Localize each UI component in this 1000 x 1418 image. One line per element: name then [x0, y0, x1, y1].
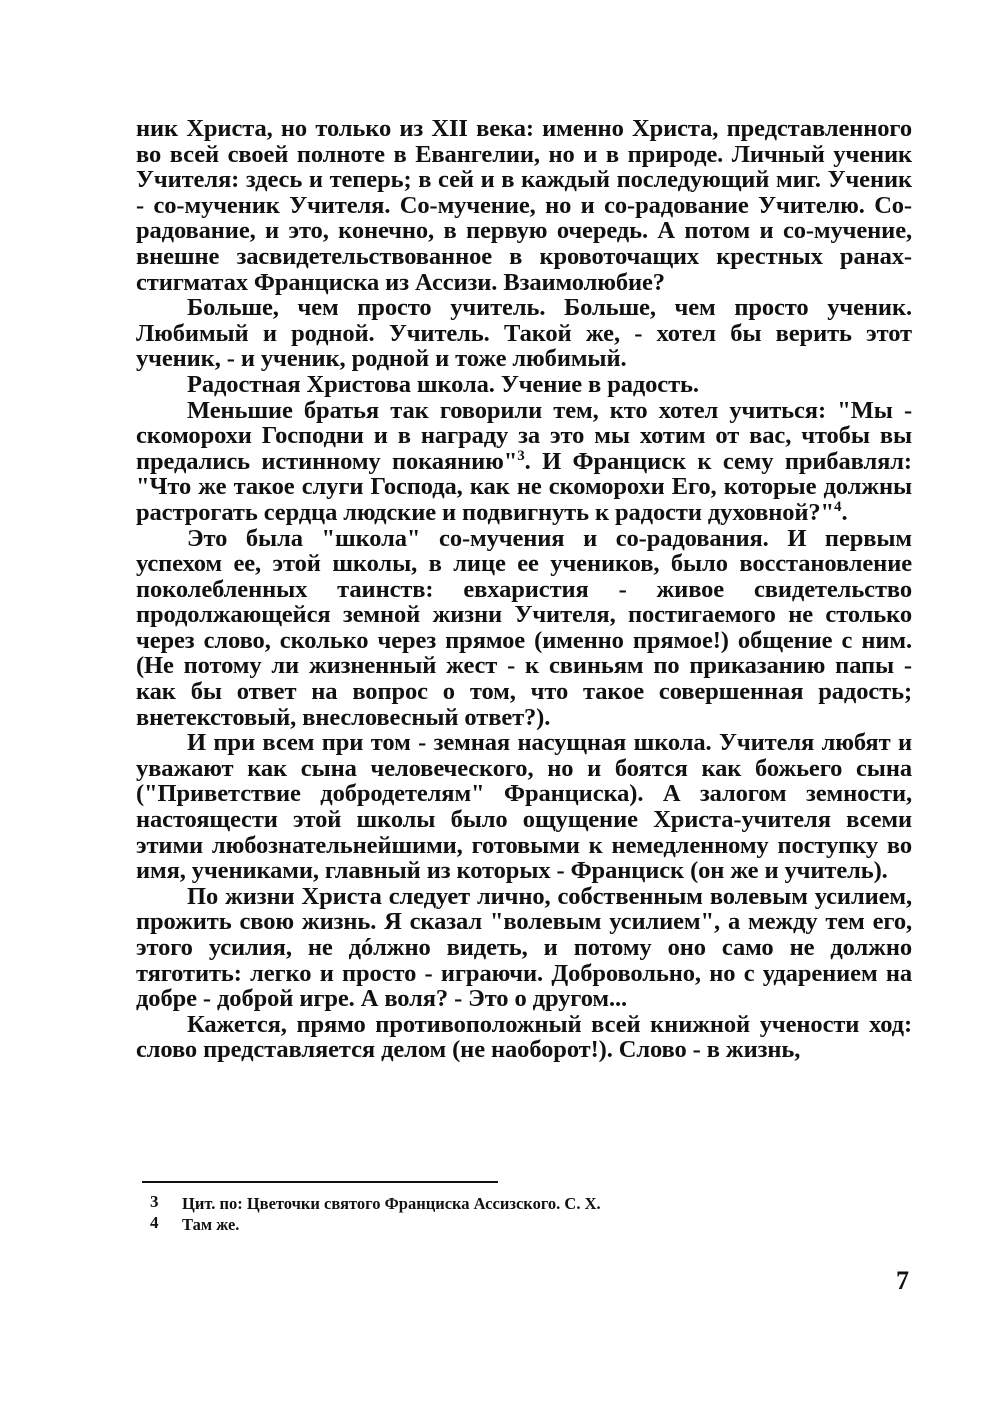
footnote-divider: [142, 1181, 498, 1183]
footnote-number: 4: [150, 1213, 159, 1232]
paragraph-5: Это была "школа" со-мучения и со-радования. И первым успехом ее, этой школы, в лице ее учеников, было восстановление поколебленных таинств: евхаристия - живое свидетельство продолжающейся земной жизни Учителя, постигаемого не столько через слово, сколько через прямое (именно прямое!) общение с ним. (Не потому ли жизненный жест - к свиньям по приказанию папы - как бы ответ на вопрос о том, что такое совершенная радость; внетекстовый, внесловесный ответ?).: [136, 524, 912, 731]
paragraph-6: И при всем при том - земная насущная школа. Учителя любят и уважают как сына человеческого, но и боятся как божьего сына ("Приветствие добродетелям" Франциска). А залогом земности, настоящести этой школы было ощущение Христа-учителя всеми этими любознательнейшими, готовыми к немедленному поступку во имя, учениками, главный из которых - Франциск (он же и учитель).: [136, 729, 912, 885]
footnote-number: 3: [150, 1192, 159, 1211]
footnotes: [142, 1193, 842, 1235]
page-number: 7: [896, 1266, 909, 1295]
footnote-ref-3: 3: [517, 447, 525, 464]
paragraph-4: [136, 398, 912, 526]
footnote-4: [142, 1214, 842, 1235]
paragraph-2: Больше, чем просто учитель. Больше, чем просто ученик. Любимый и родной. Учитель. Такой же, - хотел бы верить этот ученик, - и ученик, родной и тоже любимый.: [136, 294, 912, 373]
paragraph-4-part-a: Меньшие братья так говорили тем, кто хотел учиться: "Мы - скоморохи Господни и в награду за это мы хотим от вас, чтобы вы предались истинному покаянию": [136, 396, 912, 475]
paragraph-7: По жизни Христа следует лично, собственным волевым усилием, прожить свою жизнь. Я сказал "волевым усилием", а между тем его, этого усилия, не дóлжно видеть, и потому оно само не должно тяготить: легко и просто - играючи. Добровольно, но с ударением на добре - доброй игре. А воля? - Это о другом...: [136, 882, 912, 1013]
footnote-ref-4: 4: [834, 498, 842, 515]
paragraph-8: Кажется, прямо противоположный всей книжной учености ход: слово представляется делом (не наоборот!). Слово - в жизнь,: [136, 1010, 912, 1064]
footnote-3: [142, 1193, 842, 1214]
paragraph-3: Радостная Христова школа. Учение в радость.: [187, 370, 699, 398]
footnote-text: Там же.: [182, 1215, 240, 1234]
footnote-text: Цит. по: Цветочки святого Франциска Ассизского. С. Х.: [182, 1194, 601, 1213]
paragraph-1: ник Христа, но только из XII века: именно Христа, представленного во всей своей полноте в Евангелии, но и в природе. Личный ученик Учителя: здесь и теперь; в сей и в каждый последующий миг. Ученик - со-мученик Учителя. Со-мучение, но и со-радование Учителю. Со-радование, и это, конечно, в первую очередь. А потом и со-мучение, внешне засвидетельствованное в кровоточащих крестных ранах-стигматах Франциска из Ассизи. Взаимолюбие?: [136, 115, 912, 296]
paragraph-4-part-c: .: [841, 498, 848, 526]
paragraph-4-part-b: . И Франциск к сему прибавлял: "Что же такое слуги Господа, как не скоморохи Его, которые должны растрогать сердца людские и подвигнуть к радости духовной?": [136, 447, 912, 526]
main-text: [136, 116, 912, 1063]
